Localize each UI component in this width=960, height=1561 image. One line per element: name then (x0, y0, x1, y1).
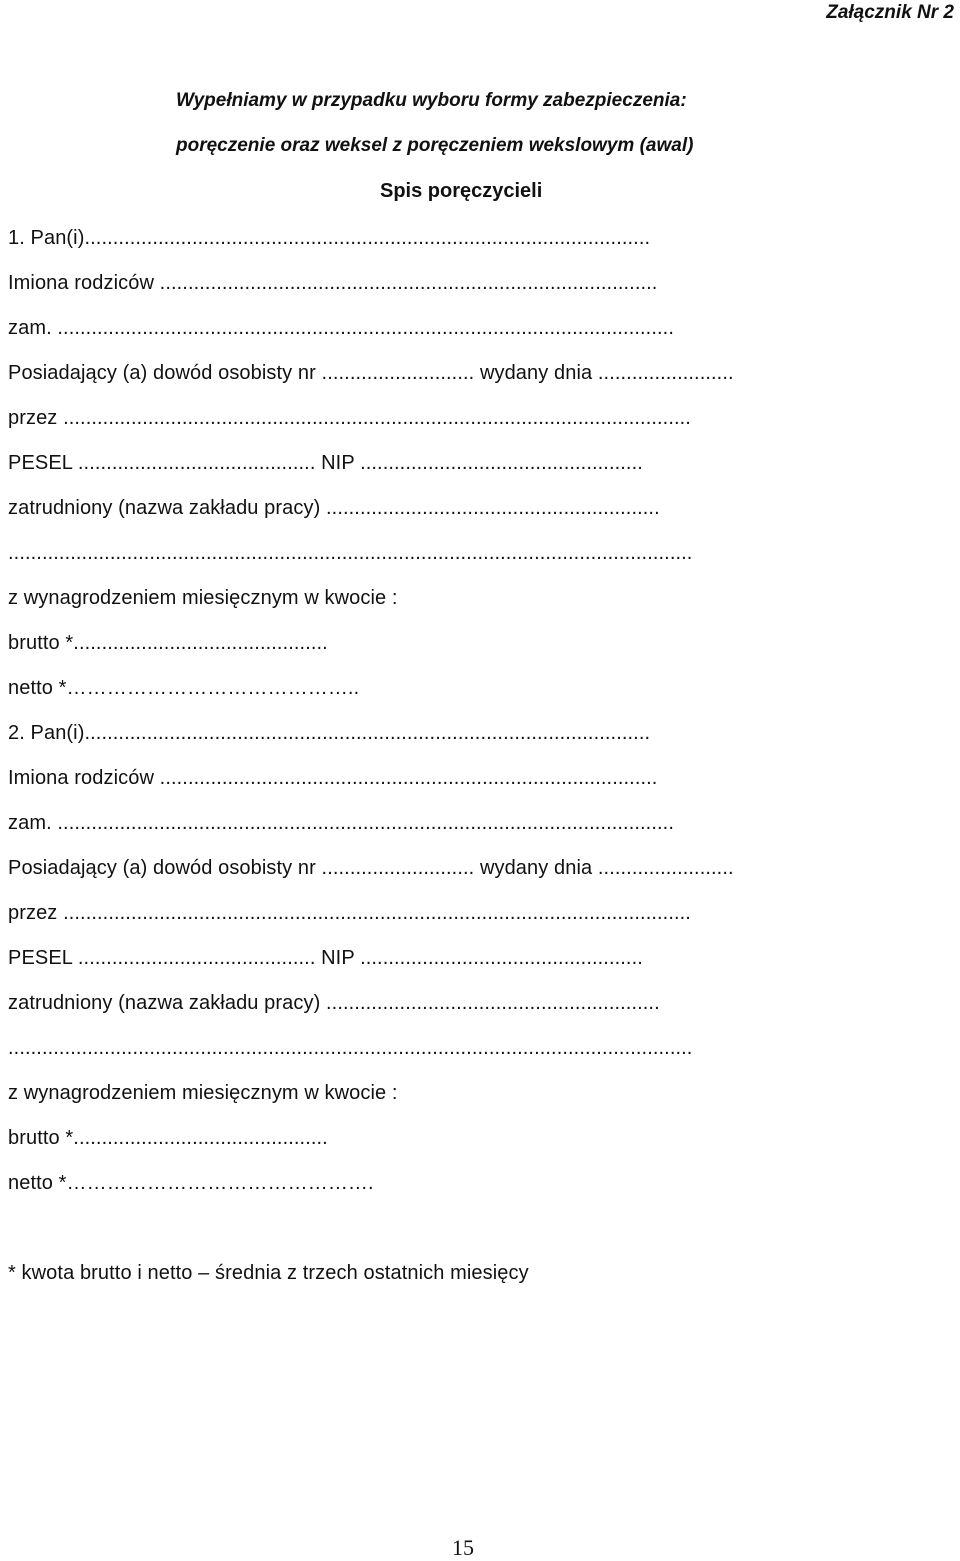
heading-line-1: Wypełniamy w przypadku wyboru formy zabezpieczenia: (176, 90, 687, 111)
document-title: Spis poręczycieli (380, 180, 543, 202)
guarantor-1-salary: z wynagrodzeniem miesięcznym w kwocie : (8, 587, 398, 609)
heading-line-2: poręczenie oraz weksel z poręczeniem wekslowym (awal) (176, 135, 694, 156)
page-number: 15 (452, 1535, 474, 1560)
annex-label: Załącznik Nr 2 (826, 2, 954, 23)
footnote: * kwota brutto i netto – średnia z trzech ostatnich miesięcy (8, 1262, 529, 1284)
guarantor-1-name: 1. Pan(i).................................................................................................... (8, 227, 651, 249)
guarantor-2-employer-continued: ......................................................................................................................... (8, 1037, 693, 1059)
guarantor-1-net: netto *…………………………………….. (8, 677, 360, 699)
guarantor-1-pesel-nip: PESEL .......................................... NIP .................................................. (8, 452, 643, 474)
guarantor-2-address: zam. ............................................................................................................. (8, 812, 674, 834)
guarantor-1-id-card: Posiadający (a) dowód osobisty nr ........................... wydany dnia ........................ (8, 362, 734, 384)
guarantor-2-employer: zatrudniony (nazwa zakładu pracy) ........................................................... (8, 992, 660, 1014)
guarantor-2-id-card: Posiadający (a) dowód osobisty nr ........................... wydany dnia ........................ (8, 857, 734, 879)
guarantor-2-parents: Imiona rodziców ........................................................................................ (8, 767, 658, 789)
guarantor-2-salary: z wynagrodzeniem miesięcznym w kwocie : (8, 1082, 398, 1104)
guarantor-2-net: netto *………………………………………. (8, 1172, 374, 1194)
guarantor-1-employer-continued: ......................................................................................................................... (8, 542, 693, 564)
guarantor-2-issued-by: przez ............................................................................................................... (8, 902, 691, 924)
guarantor-2-pesel-nip: PESEL .......................................... NIP .................................................. (8, 947, 643, 969)
guarantor-1-issued-by: przez ............................................................................................................... (8, 407, 691, 429)
guarantor-1-parents: Imiona rodziców ........................................................................................ (8, 272, 658, 294)
guarantor-2-name: 2. Pan(i).................................................................................................... (8, 722, 651, 744)
guarantor-1-gross: brutto *............................................. (8, 632, 328, 654)
guarantor-2-gross: brutto *............................................. (8, 1127, 328, 1149)
guarantor-1-employer: zatrudniony (nazwa zakładu pracy) ........................................................... (8, 497, 660, 519)
guarantor-1-address: zam. ............................................................................................................. (8, 317, 674, 339)
